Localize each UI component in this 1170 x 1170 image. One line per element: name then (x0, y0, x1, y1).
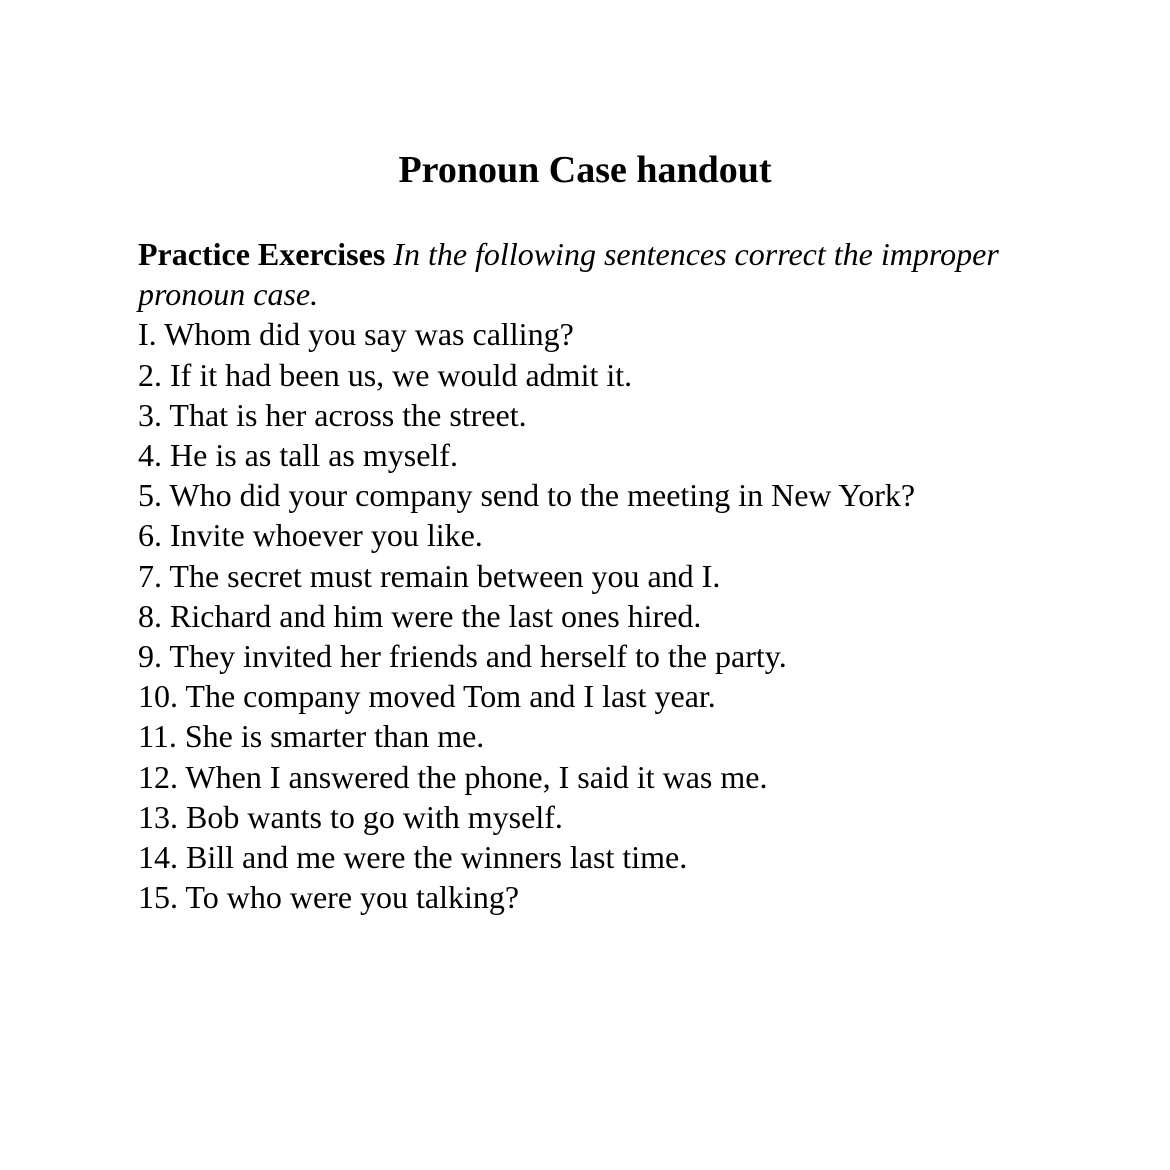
exercise-item: 7. The secret must remain between you and I. (138, 557, 721, 594)
practice-heading: Practice Exercises (138, 236, 386, 272)
exercise-list (138, 314, 1038, 917)
exercise-item: 3. That is her across the street. (138, 396, 527, 433)
exercise-item: 10. The company moved Tom and I last year. (138, 678, 716, 715)
handout-content (138, 234, 1038, 917)
page-title: Pronoun Case handout (398, 149, 772, 191)
practice-intro (138, 234, 1038, 314)
exercise-item: I. Whom did you say was calling? (138, 316, 574, 353)
exercise-item: 11. She is smarter than me. (138, 718, 485, 755)
exercise-item: 15. To who were you talking? (138, 879, 520, 916)
exercise-item: 2. If it had been us, we would admit it. (138, 356, 633, 393)
exercise-item: 6. Invite whoever you like. (138, 517, 483, 554)
exercise-item: 5. Who did your company send to the meeting in New York? (138, 477, 916, 514)
exercise-item: 13. Bob wants to go with myself. (138, 798, 563, 835)
exercise-item: 8. Richard and him were the last ones hired. (138, 597, 702, 634)
exercise-item: 4. He is as tall as myself. (138, 437, 458, 474)
exercise-item: 12. When I answered the phone, I said it was me. (138, 758, 768, 795)
exercise-item: 14. Bill and me were the winners last time. (138, 839, 688, 876)
exercise-item: 9. They invited her friends and herself to the party. (138, 638, 787, 675)
practice-instruction: In the following sentences correct the improper pronoun case. (138, 236, 999, 313)
